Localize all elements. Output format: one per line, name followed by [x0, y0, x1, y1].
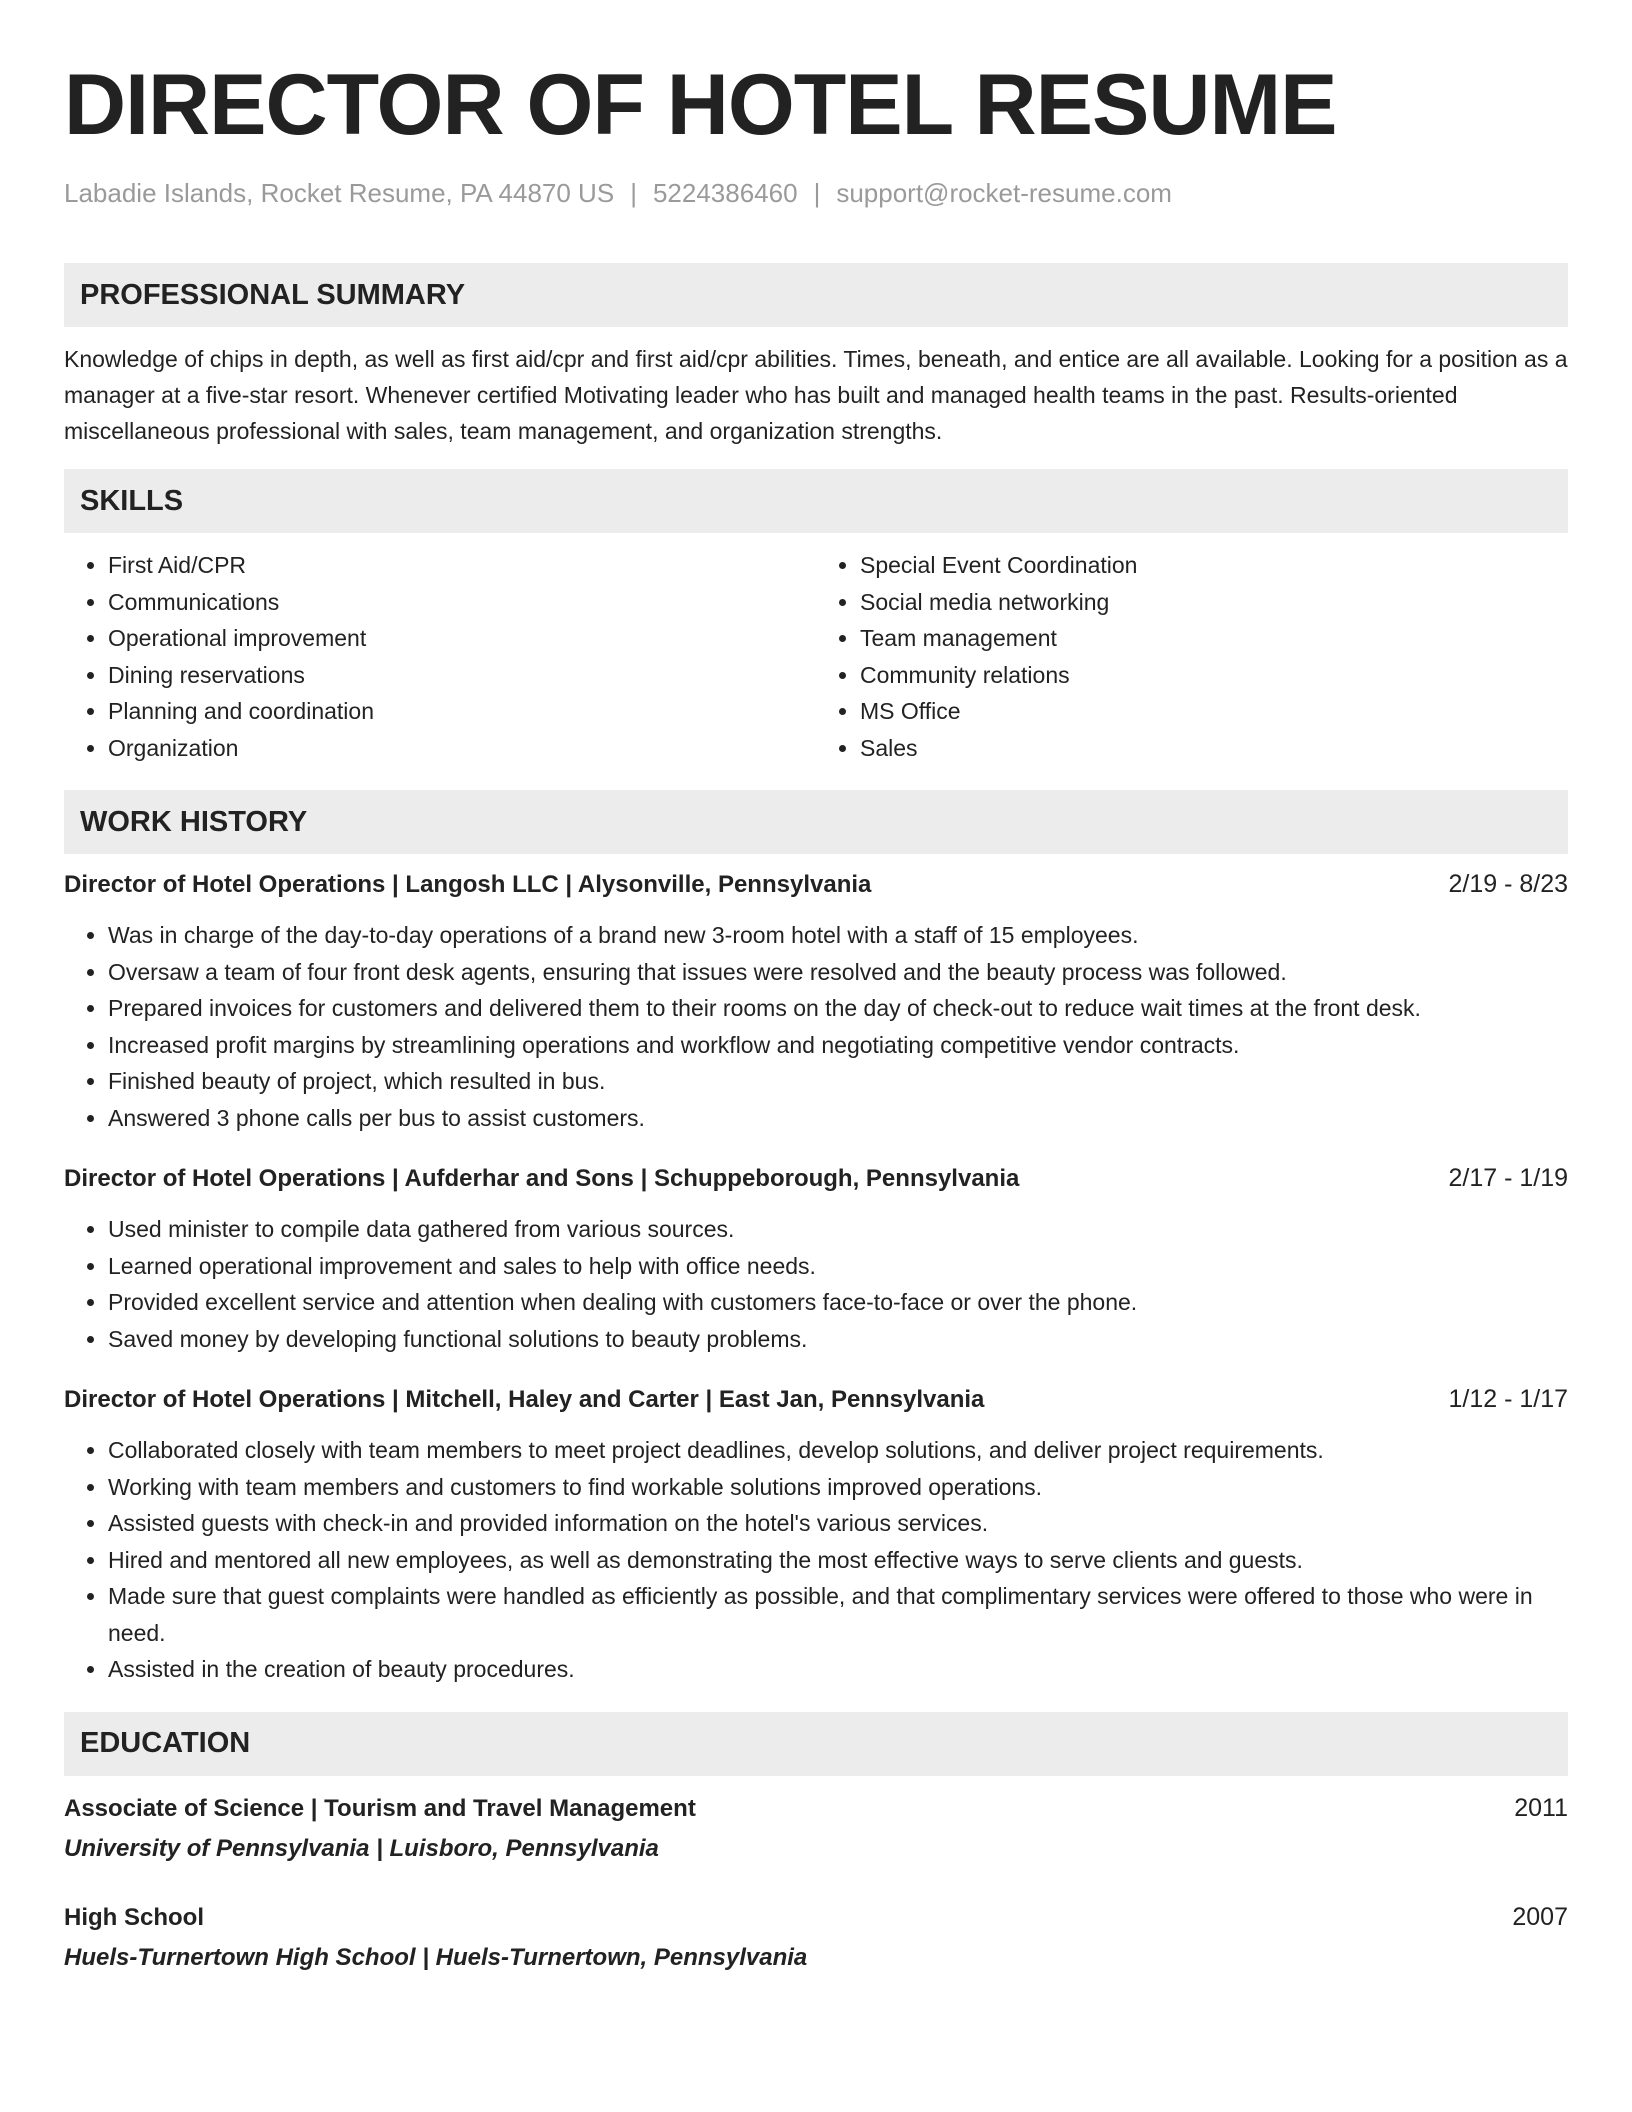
job-bullet: • Prepared invoices for customers and delivered them to their rooms on the day of check-out to reduce wait times at the front desk. — [108, 990, 1568, 1027]
education-school: University of Pennsylvania | Luisboro, Pennsylvania — [64, 1834, 659, 1862]
skill-item: • Dining reservations — [108, 657, 816, 694]
education-degree: Associate of Science | Tourism and Travel Management — [64, 1794, 696, 1822]
job-bullet: • Used minister to compile data gathered from various sources. — [108, 1211, 1568, 1248]
job-entry — [64, 1381, 1568, 1688]
job-title: Director of Hotel Operations | Mitchell, Haley and Carter | East Jan, Pennsylvania — [64, 1386, 985, 1414]
resume-page — [64, 52, 1568, 1976]
job-bullet: • Made sure that guest complaints were handled as efficiently as possible, and that complimentary services were offered to those who were in need. — [108, 1578, 1568, 1651]
job-bullet: • Assisted in the creation of beauty procedures. — [108, 1651, 1568, 1688]
job-bullet: • Oversaw a team of four front desk agents, ensuring that issues were resolved and the beauty process was followed. — [108, 954, 1568, 991]
education-school: Huels-Turnertown High School | Huels-Turnertown, Pennsylvania — [64, 1943, 808, 1971]
job-bullet: • Hired and mentored all new employees, as well as demonstrating the most effective ways to serve clients and guests. — [108, 1542, 1568, 1579]
job-bullet: • Increased profit margins by streamlining operations and workflow and negotiating competitive vendor contracts. — [108, 1027, 1568, 1064]
skill-item: • Team management — [860, 620, 1568, 657]
summary-text: Knowledge of chips in depth, as well as first aid/cpr and first aid/cpr abilities. Times, beneath, and entice are all available. Looking for a position as a manager at a five-star resort. Whenever certified Motivating leader who has built and managed health teams in the past. Results-oriented miscellaneous professional with sales, team management, and organization strengths. — [64, 346, 1568, 445]
skill-item: • Social media networking — [860, 584, 1568, 621]
education-year: 2011 — [1514, 1793, 1568, 1822]
contact-separator: | — [813, 178, 821, 208]
job-bullet: • Was in charge of the day-to-day operations of a brand new 3-room hotel with a staff of 15 employees. — [108, 917, 1568, 954]
skill-item: • First Aid/CPR — [108, 547, 816, 584]
education-year: 2007 — [1512, 1902, 1568, 1931]
job-dates: 1/12 - 1/17 — [1448, 1385, 1568, 1414]
skill-item: • Special Event Coordination — [860, 547, 1568, 584]
job-bullet: • Finished beauty of project, which resulted in bus. — [108, 1063, 1568, 1100]
summary-heading: PROFESSIONAL SUMMARY — [64, 263, 1568, 327]
job-entry — [64, 1160, 1568, 1357]
job-bullet: • Assisted guests with check-in and provided information on the hotel's various services. — [108, 1505, 1568, 1542]
skill-item: • Community relations — [860, 657, 1568, 694]
contact-address: Labadie Islands, Rocket Resume, PA 44870 US — [64, 178, 615, 208]
job-bullets — [64, 917, 1568, 1136]
work-history-heading: WORK HISTORY — [64, 790, 1568, 854]
skill-item: • Communications — [108, 584, 816, 621]
skills-heading: SKILLS — [64, 469, 1568, 533]
resume-title: DIRECTOR OF HOTEL RESUME — [64, 57, 1337, 153]
job-bullet: • Collaborated closely with team members to meet project deadlines, develop solutions, and deliver project requirements. — [108, 1432, 1568, 1469]
skill-item: • Operational improvement — [108, 620, 816, 657]
job-dates: 2/19 - 8/23 — [1448, 870, 1568, 899]
contact-email: support@rocket-resume.com — [836, 178, 1172, 208]
job-bullet: • Working with team members and customers to find workable solutions improved operations. — [108, 1469, 1568, 1506]
education-entry — [64, 1899, 1568, 1976]
skill-item: • Organization — [108, 730, 816, 767]
skill-item: • MS Office — [860, 693, 1568, 730]
education-entry — [64, 1790, 1568, 1867]
skills-column-right — [816, 547, 1568, 766]
skills-list — [64, 547, 1568, 766]
skill-item: • Sales — [860, 730, 1568, 767]
job-bullets — [64, 1211, 1568, 1357]
job-bullet: • Saved money by developing functional solutions to beauty problems. — [108, 1321, 1568, 1358]
contact-phone: 5224386460 — [652, 178, 798, 208]
job-title: Director of Hotel Operations | Langosh LLC | Alysonville, Pennsylvania — [64, 871, 872, 899]
job-bullet: • Provided excellent service and attention when dealing with customers face-to-face or over the phone. — [108, 1284, 1568, 1321]
contact-line — [64, 178, 1568, 209]
contact-separator: | — [630, 178, 637, 208]
job-bullets — [64, 1432, 1568, 1688]
skill-item: • Planning and coordination — [108, 693, 816, 730]
job-bullet: • Learned operational improvement and sales to help with office needs. — [108, 1248, 1568, 1285]
skills-column-left — [64, 547, 816, 766]
education-heading: EDUCATION — [64, 1712, 1568, 1776]
job-title: Director of Hotel Operations | Aufderhar and Sons | Schuppeborough, Pennsylvania — [64, 1165, 1020, 1193]
education-degree: High School — [64, 1903, 204, 1931]
job-bullet: • Answered 3 phone calls per bus to assist customers. — [108, 1100, 1568, 1137]
job-dates: 2/17 - 1/19 — [1448, 1164, 1568, 1193]
job-entry — [64, 866, 1568, 1136]
